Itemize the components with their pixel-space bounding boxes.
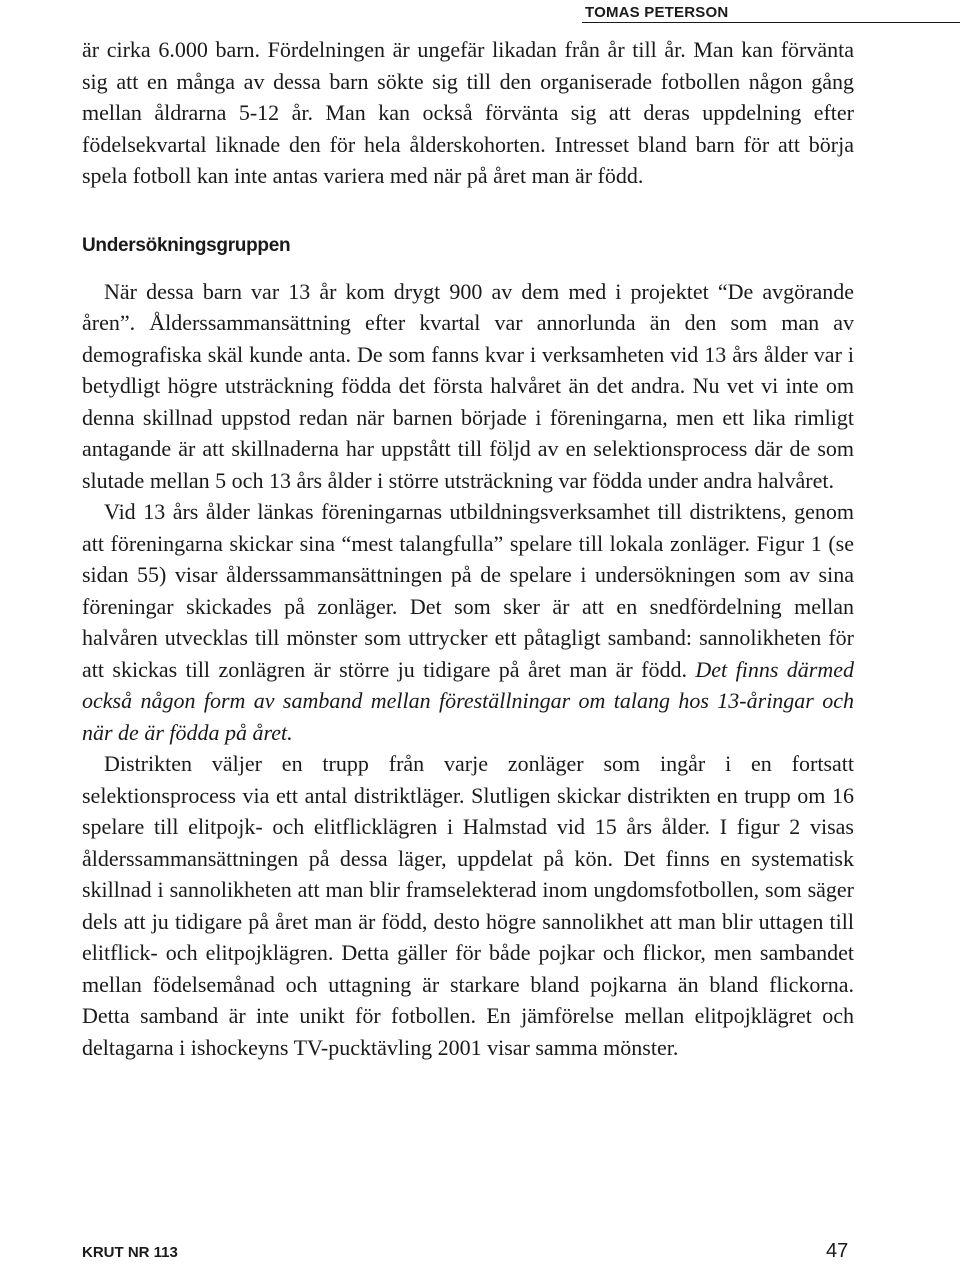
intro-paragraph: är cirka 6.000 barn. Fördelningen är ungefär likadan från år till år. Man kan förvänta sig att en många av dessa barn sökte sig till den organiserade fotbollen någon gång mellan åldrarna 5-12 år. Man kan också förvänta sig att deras uppdelning efter födelsekvartal liknade den för hela ålderskohorten. Intresset bland barn för att börja spela fotboll kan inte antas variera med när på året man är född. <box>82 37 854 188</box>
running-head-rule <box>582 22 960 23</box>
running-head: TOMAS PETERSON <box>585 4 729 21</box>
paragraph-zonlager-italic: Det finns därmed också någon form av samband mellan föreställningar om talang hos 13-åringar och när de är födda på året. <box>82 656 855 745</box>
paragraph-zonlager-text: Vid 13 års ålder länkas föreningarnas utbildningsverksamhet till distriktens, genom att föreningarna skickar sina “mest talangfulla” spelare till lokala zonläger. Figur 1 (se sidan 55) visar ålderssammansättningen på de spelare i undersökningen som av sina föreningar skickades på zonläger. Det som sker är att en snedfördelning mellan halvåren utvecklas till mönster som uttrycker ett påtagligt samband: sannolikheten för att skickas till zonlägren är större ju tidigare på året man är född. <box>82 499 854 682</box>
paragraph-distrikten: Distrikten väljer en trupp från varje zonläger som ingår i en fortsatt selektionsprocess via ett antal distriktläger. Slutligen skickar distrikten en trupp om 16 spelare till elitpojk- och elitflicklägren i Halmstad vid 15 års ålder. I figur 2 visas ålderssammansättningen på dessa läger, uppdelat på kön. Det finns en systematisk skillnad i sannolikheten att man blir framselekterad inom ungdomsfotbollen, som säger dels att ju tidigare på året man är född, desto högre sannolikhet att man blir uttagen till elitflick- och elitpojklägren. Detta gäller för både pojkar och flickor, men sambandet mellan födelsemånad och uttagning är starkare bland pojkarna än bland flickorna. Detta samband är inte unikt för fotbollen. En jämförelse mellan elitpojklägret och deltagarna i ishockeyns TV-pucktävling 2001 visar samma mönster. <box>82 751 854 1060</box>
paragraph-undersokningsgruppen: När dessa barn var 13 år kom drygt 900 av dem med i projektet “De avgörande åren”. Ålderssammansättning efter kvartal var annorlunda än den som man av demografiska skäl kunde anta. De som fanns kvar i verksamheten vid 13 års ålder var i betydligt högre utsträckning födda det första halvåret än det andra. Nu vet vi inte om denna skillnad uppstod redan när barnen började i föreningarna, men ett lika rimligt antagande är att skillnaderna har uppstått till följd av en selektionsprocess där de som slutade mellan 5 och 13 års ålder i större utsträckning var födda under andra halvåret. <box>82 278 854 493</box>
section-heading: Undersökningsgruppen <box>82 234 291 256</box>
footer-publication: KRUT NR 113 <box>82 1244 178 1261</box>
footer-page-number: 47 <box>826 1240 849 1262</box>
paragraph-zonlager <box>82 496 854 748</box>
body-text <box>82 34 854 1063</box>
